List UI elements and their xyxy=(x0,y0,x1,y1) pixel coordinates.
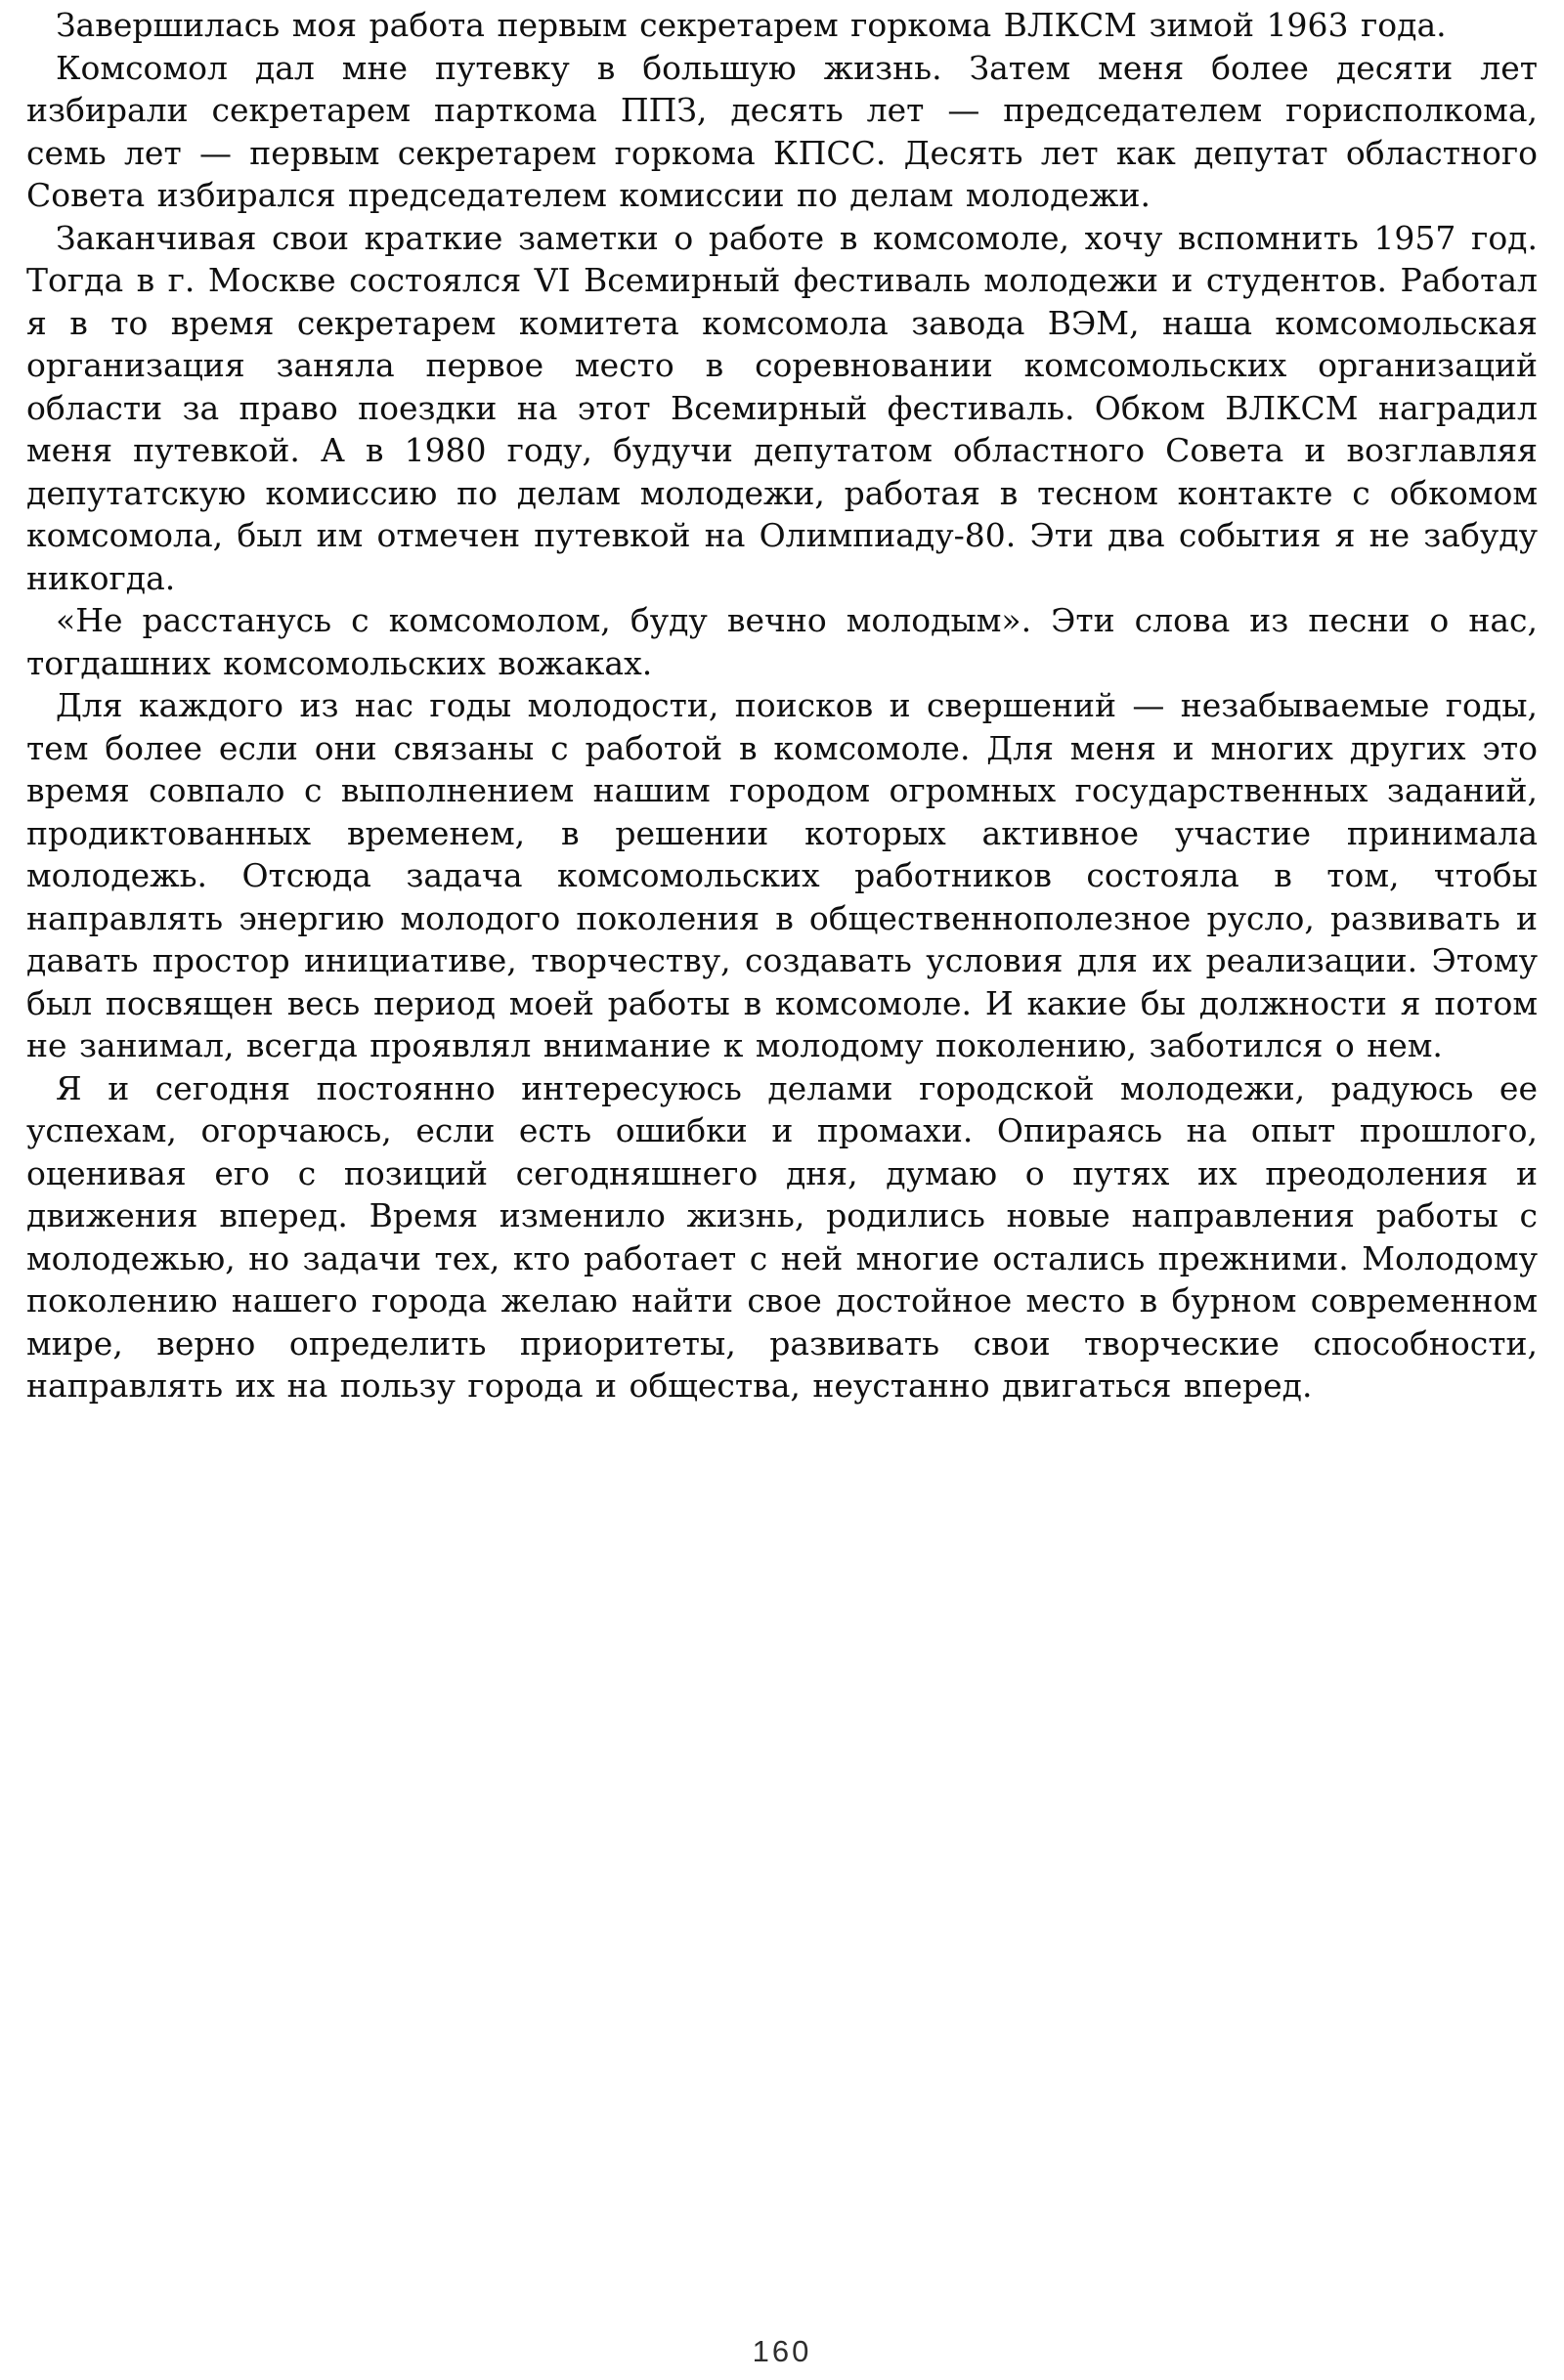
paragraph-2: Комсомол дал мне путевку в большую жизнь. Затем меня более десяти лет избирали секретарем парткома ППЗ, десять лет — председателем горисполкома, семь лет — первым секретарем горкома КПСС. Десять лет как депутат областного Совета избирался председателем комиссии по делам молодежи. xyxy=(26,48,1538,214)
paragraph-5: Для каждого из нас годы молодости, поисков и свершений — незабываемые годы, тем более если они связаны с работой в комсомоле. Для меня и многих других это время совпало с выполнением нашим городом огромных государственных заданий, продиктованных временем, в решении которых активное участие принимала молодежь. Отсюда задача комсомольских работников состояла в том, чтобы направлять энергию молодого поколения в общественнополезное русло, развивать и давать простор инициативе, творчеству, создавать условия для их реализации. Этому был посвящен весь период моей работы в комсомоле. И какие бы должности я потом не занимал, всегда проявлял внимание к молодому поколению, заботился о нем. xyxy=(26,686,1538,1064)
paragraph-3: Заканчивая свои краткие заметки о работе в комсомоле, хочу вспомнить 1957 год. Тогда в г. Москве состоялся VI Всемирный фестиваль молодежи и студентов. Работал я в то время секретарем комитета комсомола завода ВЭМ, наша комсомольская организация заняла первое место в соревновании комсомольских организаций области за право поездки на этот Всемирный фестиваль. Обком ВЛКСМ наградил меня путевкой. А в 1980 году, будучи депутатом областного Совета и возглавляя депутатскую комиссию по делам молодежи, работая в тесном контакте с обкомом комсомола, был им отмечен путевкой на Олимпиаду-80. Эти два события я не забуду никогда. xyxy=(26,218,1538,597)
paragraph-1: Завершилась моя работа первым секретарем горкома ВЛКСМ зимой 1963 года. xyxy=(56,6,1447,44)
paragraph-4: «Не расстанусь с комсомолом, буду вечно молодым». Эти слова из песни о нас, тогдашних комсомольских вожаках. xyxy=(26,601,1538,682)
memoir-text-block xyxy=(26,4,1538,1407)
page-number: 160 xyxy=(752,2334,812,2368)
paragraph-6: Я и сегодня постоянно интересуюсь делами городской молодежи, радуюсь ее успехам, огорчаюсь, если есть ошибки и промахи. Опираясь на опыт прошлого, оценивая его с позиций сегодняшнего дня, думаю о путях их преодоления и движения вперед. Время изменило жизнь, родились новые направления работы с молодежью, но задачи тех, кто работает с ней многие остались прежними. Молодому поколению нашего города желаю найти свое достойное место в бурном современном мире, верно определить приоритеты, развивать свои творческие способности, направлять их на пользу города и общества, неустанно двигаться вперед. xyxy=(26,1068,1538,1405)
